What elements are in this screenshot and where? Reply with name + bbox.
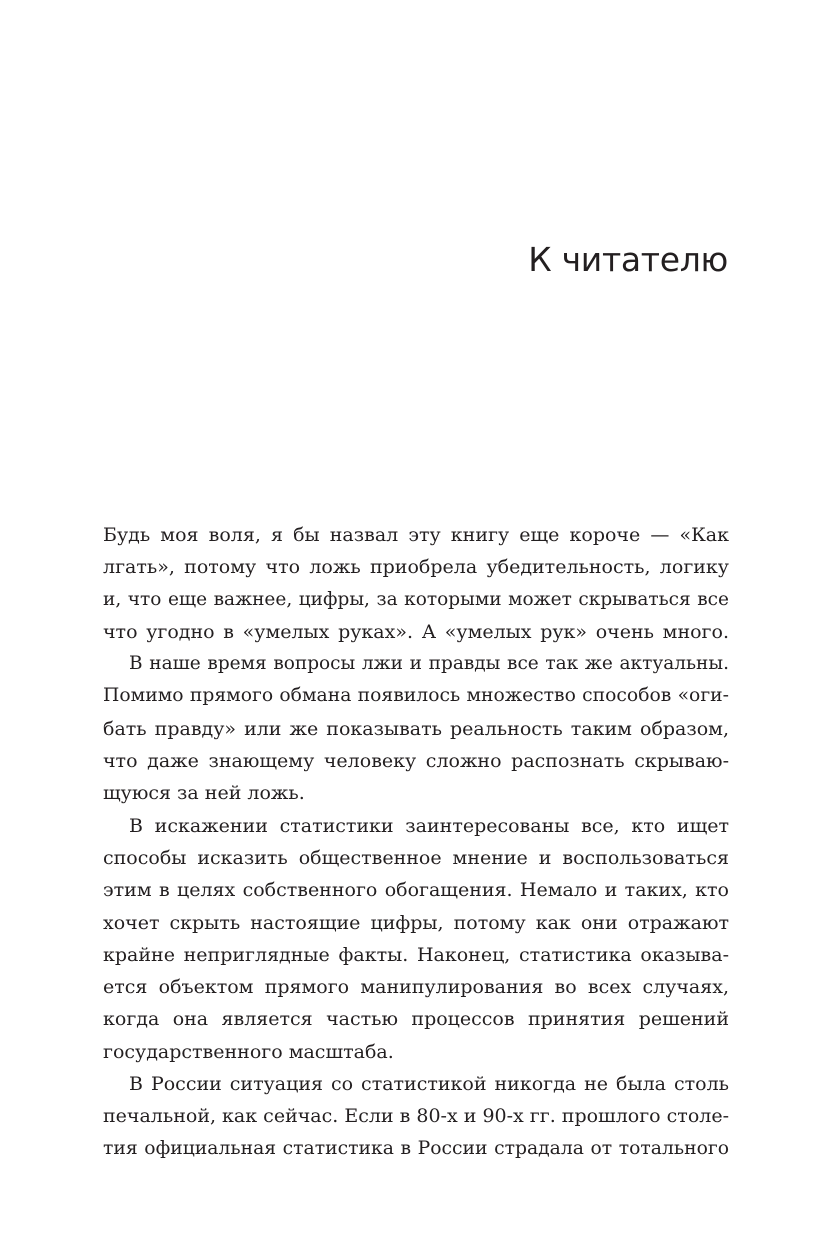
paragraph-1-line-3: и, что еще важнее, цифры, за которыми может скрываться все [103, 588, 729, 610]
paragraph-3-line-8: государственного масштаба. [103, 1040, 394, 1063]
paragraph-2-line-2: Помимо прямого обмана появилось множество способов «оги- [103, 685, 729, 707]
paragraph-1-line-4: что угодно в «умелых руках». А «умелых рук» очень много. [103, 620, 729, 643]
paragraph-1-line-2: лгать», потому что ложь приобрела убедительность, логику [103, 556, 729, 579]
paragraph-2-line-3: бать правду» или же показывать реальность таким образом, [103, 717, 729, 740]
paragraph-3-line-2: способы исказить общественное мнение и воспользоваться [103, 846, 729, 869]
paragraph-4-line-1: В России ситуация со статистикой никогда не была столь [129, 1073, 729, 1096]
chapter-title: К читателю [528, 240, 728, 279]
paragraph-2-line-4: что даже знающему человеку сложно распознать скрываю- [103, 750, 729, 773]
paragraph-3-line-6: ется объектом прямого манипулирования во всех случаях, [103, 976, 729, 999]
paragraph-2-line-5: щуюся за ней ложь. [103, 782, 305, 805]
paragraph-2-line-1: В наше время вопросы лжи и правды все так же актуальны. [129, 653, 729, 675]
body-text [103, 519, 729, 1165]
paragraph-3-line-3: этим в целях собственного обогащения. Немало и таких, кто [103, 879, 729, 902]
paragraph-3-line-1: В искажении статистики заинтересованы все, кто ищет [129, 814, 729, 837]
paragraph-1-line-1: Будь моя воля, я бы назвал эту книгу еще короче — «Как [103, 524, 729, 546]
paragraph-3-line-7: когда она является частью процессов принятия решений [103, 1008, 729, 1031]
paragraph-3-line-4: хочет скрыть настоящие цифры, потому как они отражают [103, 911, 729, 934]
paragraph-3-line-5: крайне неприглядные факты. Наконец, статистика оказыва- [103, 943, 729, 966]
paragraph-4-line-3: тия официальная статистика в России страдала от тотального [103, 1137, 729, 1159]
paragraph-4-line-2: печальной, как сейчас. Если в 80-х и 90-х гг. прошлого столе- [103, 1105, 729, 1128]
